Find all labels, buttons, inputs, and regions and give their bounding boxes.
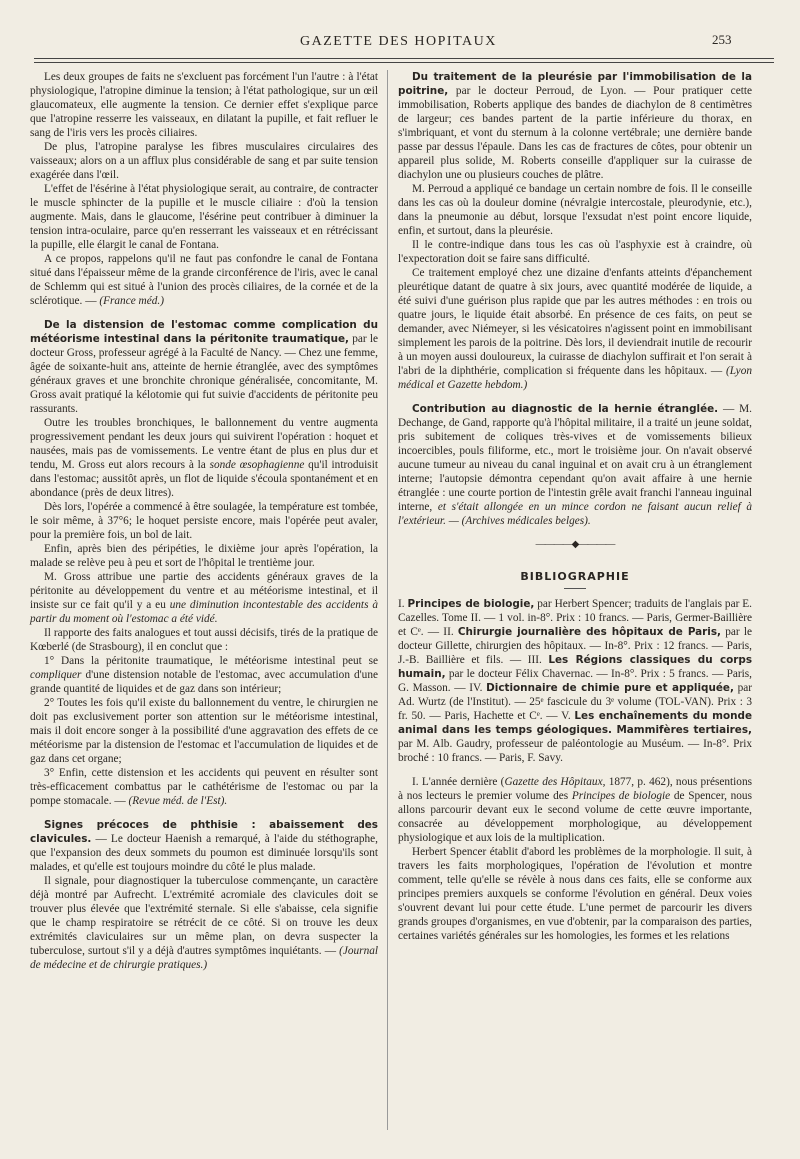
paragraph: Outre les troubles bronchiques, le ballonnement du ventre augmenta progressivement pendant les deux jours qui suivirent l'opération : hoquet et nausées, mais pas de vomissements. Le ventre étant de plus en plus dur et tendu, M. Gross eut alors recours à la sonde œsophagienne qu'il introduisit dans l'estomac; aussitôt après, un flot de liquide s'écoula spontanément et en abondance (près de deux litres). (30, 417, 378, 499)
source-citation: — (Archives médicales belges). (448, 515, 591, 527)
paragraph: L'effet de l'ésérine à l'état physiologique serait, au contraire, de contracter le muscle sphincter de la pupille et le muscle ciliaire : d'où la tension augmente. Mais, dans le glaucome, l'ésérine peut contribuer à diminuer la tension intra-oculaire, parce qu'en resserrant les vaisseaux et en rétrécissant la pupille, elle élargit le canal de Fontana. (30, 183, 378, 251)
header-rule-thin (34, 62, 774, 63)
paragraph: Il signale, pour diagnostiquer la tuberculose commençante, un caractère déjà montré par Aufrecht. L'extrémité acromiale des clavicules doit se trouver plus élevée que l'extrémité sternale. Si elle s'abaisse, cela signifie que le champ respiratoire se rétrécit de ce côté. Si on trouve les deux extrémités claviculaires sur un même plan, on devra suspecter la tuberculose, surtout s'il y a déjà d'autres symptômes inquiétants. — (Journal de médecine et de chirurgie pratiques.) (30, 875, 379, 971)
paragraph: Herbert Spencer établit d'abord les problèmes de la morphologie. Il suit, à travers les faits morphologiques, l'opération de l'évolution et montre comment, telle qu'elle se révèle à nous dans ces faits, elle se conforme aux principes premiers auxquels se conforme l'évolution en général. Deux voies s'ouvrent devant lui pour cette étude. L'une permet de parcourir les divers grands groupes d'organismes, en vue d'obtenir, par la comparaison des parties, certaines variétés générales sur les homologies, les formes et les relations (398, 846, 752, 942)
article-distension-estomac: De la distension de l'estomac comme complication du météorisme intestinal dans la péritonite traumatique, par le docteur Gross, professeur agrégé à la Faculté de Nancy. — Chez une femme, âgée de soixante-huit ans, atteinte de hernie étranglée, avec des symptômes généraux graves et une bronchite chronique généralisée, concomitante, M. Gross avait pratiqué la kélotomie qui fut suivie d'accidents de péritonite peu rassurants. (30, 319, 379, 415)
article-heading: Contribution au diagnostic de la hernie étranglée. (412, 403, 719, 415)
paragraph: 3° Enfin, cette distension et les accidents qui peuvent en résulter sont très-efficacement combattus par le cathétérisme de l'estomac ou par la pompe stomacale. — (Revue méd. de l'Est). (30, 767, 378, 807)
paragraph: Les deux groupes de faits ne s'excluent pas forcément l'un l'autre : à l'état physiologique, l'atropine diminue la tension; à l'état pathologique, sur un œil glaucomateux, elle augmente la tension. Ce dernier effet s'explique parce que l'atropine resserre les vaisseaux, en dilatant la pupille, et fait refluer le sang de l'iris vers les procès ciliaires. (30, 71, 378, 139)
source-citation: (Journal de médecine et de chirurgie pratiques.) (30, 945, 379, 971)
paragraph: 2° Toutes les fois qu'il existe du ballonnement du ventre, le chirurgien ne doit pas exclusivement porter son attention sur le météorisme intestinal, mais il doit encore songer à la possibilité d'une aggravation des effets de ce météorisme par la distension de l'estomac et l'accumulation de liquides et de gaz dans cet organe; (30, 697, 378, 765)
source-citation: (France méd.) (99, 295, 164, 307)
bibliography-list: I. Principes de biologie, par Herbert Spencer; traduits de l'anglais par E. Cazelles. Tome II. — 1 vol. in-8°. Prix : 10 francs. — Paris, Germer-Baillière et Cᵉ. — II. Chirurgie journalière des hôpitaux de Paris, par le docteur Gillette, chirurgien des hôpitaux. — In-8°. Prix : 12 francs. — Paris, J.-B. Baillière et fils. — III. Les Régions classiques du corps humain, par le docteur Félix Chavernac. — In-8°. Prix : 5 francs. — Paris, G. Masson. — IV. Dictionnaire de chimie pure et appliquée, par Ad. Wurtz (de l'Institut). — 25ᵉ fascicule du 3ᵉ volume (TOL-VAN). Prix : 3 fr. 50. — Paris, Hachette et Cᵉ. — V. Les enchaînements du monde animal dans les temps géologiques. Mammifères tertiaires, par M. Alb. Gaudry, professeur de paléontologie au Muséum. — In-8°. Prix broché : 10 francs. — Paris, F. Savy. (398, 598, 753, 764)
paragraph: Il rapporte des faits analogues et tout aussi décisifs, tirés de la pratique de Kœberlé (de Strasbourg), il en conclut que : (30, 627, 378, 653)
paragraph: Il le contre-indique dans tous les cas où l'asphyxie est à craindre, où l'expectoration doit se faire sans difficulté. (398, 239, 752, 265)
page-number: 253 (712, 32, 732, 47)
section-title-bibliographie: BIBLIOGRAPHIE (520, 570, 630, 583)
article-heading: Du traitement de la pleurésie par l'immobilisation de la poitrine, (398, 71, 752, 97)
right-column (398, 70, 752, 943)
article-pleuresie: Du traitement de la pleurésie par l'immobilisation de la poitrine, par le docteur Perroud, de Lyon. — Pour pratiquer cette immobilisation, Roberts applique des bandes de diachylon de 8 centimètres de largeur; ces bandes partent de la partie inférieure du thorax, en s'imbriquant, et vont du sternum à la colonne vertébrale; une dernière bande passe par dessus l'épaule. Dans les cas de fractures de côtes, pour obtenir un appareil plus solide, M. Roberts conseille d'appliquer sur la cuirasse de diachylon une ou plusieurs couches de plâtre. (398, 71, 752, 181)
column-divider (387, 70, 388, 1130)
article-heading: Signes précoces de phthisie : abaissement des clavicules. (30, 819, 378, 845)
paragraph: Dès lors, l'opérée a commencé à être soulagée, la température est tombée, le soir même, à 37°6; le hoquet persiste encore, mais l'opérée peut avaler, pour la première fois, un bol de lait. (30, 501, 378, 541)
paragraph: M. Perroud a appliqué ce bandage un certain nombre de fois. Il le conseille dans les cas où la douleur domine (névralgie intercostale, pleurodynie, etc.), dans la pneumonie au début, lorsque l'exsudat n'est point encore liquide, enfin, et surtout, dans la pleurésie. (398, 183, 752, 237)
paragraph: De plus, l'atropine paralyse les fibres musculaires circulaires des vaisseaux; alors on a un afflux plus considérable de sang et par suite tension exagérée dans l'œil. (30, 141, 378, 181)
source-citation: (Revue méd. de l'Est). (128, 795, 228, 807)
article-phthisie: Signes précoces de phthisie : abaissement des clavicules. — Le docteur Haenish a remarqué, à l'aide du stéthographe, que l'expansion des deux sommets du poumon est diminuée lorsqu'ils sont malades, et qu'elle est toujours moindre du côté le plus malade. (30, 819, 378, 873)
paragraph: Enfin, après bien des péripéties, le dixième jour après l'opération, la malade se relève peu à peu et sort de l'hôpital le trentième jour. (30, 543, 378, 569)
source-citation: (Lyon médical et Gazette hebdom.) (398, 365, 752, 391)
article-heading: De la distension de l'estomac comme complication du météorisme intestinal dans la péritonite traumatique, (30, 319, 378, 345)
paragraph: I. L'année dernière (Gazette des Hôpitaux, 1877, p. 462), nous présentions à nos lecteurs le premier volume des Principes de biologie de Spencer, nous allons parcourir devant eux le second volume de cette œuvre importante, consacrée au développement morphologique, au développement physiologique et aux lois de la multiplication. (398, 776, 752, 844)
paragraph: A ce propos, rappelons qu'il ne faut pas confondre le canal de Fontana situé dans l'épaisseur même de la grande circonférence de l'iris, avec le canal de Schlemm qui est situé à l'union des procès ciliaires, de la cornée et de la sclérotique. — (France méd.) (30, 253, 378, 307)
header-rule (34, 58, 774, 59)
paragraph: 1° Dans la péritonite traumatique, le météorisme intestinal peut se compliquer d'une distension notable de l'estomac, avec accumulation d'une grande quantité de liquides et de gaz dans son intérieur; (30, 655, 378, 695)
running-header: GAZETTE DES HOPITAUX (300, 34, 497, 49)
ornament-divider: ————◆———— (535, 539, 615, 550)
short-rule (564, 588, 586, 589)
paragraph: M. Gross attribue une partie des accidents généraux graves de la péritonite au développement du ventre et au météorisme intestinal, et il insiste sur ce fait qu'il y a eu une diminution incontestable des accidents à partir du moment où l'estomac a été vidé. (30, 571, 378, 625)
paragraph: Ce traitement employé chez une dizaine d'enfants atteints d'épanchement pleurétique datant de quatre à six jours, avec quantité modérée de liquide, a été suivi d'une guérison plus rapide que par les autres méthodes : en trois ou quatre jours, le liquide était absorbé. En présence de ces faits, on peut se demander, avec Niémeyer, si les vésicatoires n'agissent point en immobilisant simplement les parois de la poitrine. Dès lors, il deviendrait inutile de recourir à un moyen aussi douloureux, la cuirasse de diachylon suffirait et l'on serait à l'abri de la diphthérie, complication si fréquente dans les hôpitaux. — (Lyon médical et Gazette hebdom.) (398, 267, 752, 391)
article-hernie: Contribution au diagnostic de la hernie étranglée. — M. Dechange, de Gand, rapporte qu'à l'hôpital militaire, il a traité un jeune soldat, pris subitement de coliques très-vives et de vomissements bilieux incoercibles, pouls filiforme, etc., mort le troisième jour. On n'avait observé aucune tumeur au niveau du canal inguinal et on avait cru à un étranglement interne; l'autopsie démontra cependant qu'on avait affaire à une hernie étranglée : une courte portion de l'intestin grêle avait franchi l'anneau inguinal interne, et s'était allongée en un mince cordon ne faisant aucun relief à l'extérieur. — (Archives médicales belges). (398, 403, 753, 527)
left-column (30, 70, 378, 972)
